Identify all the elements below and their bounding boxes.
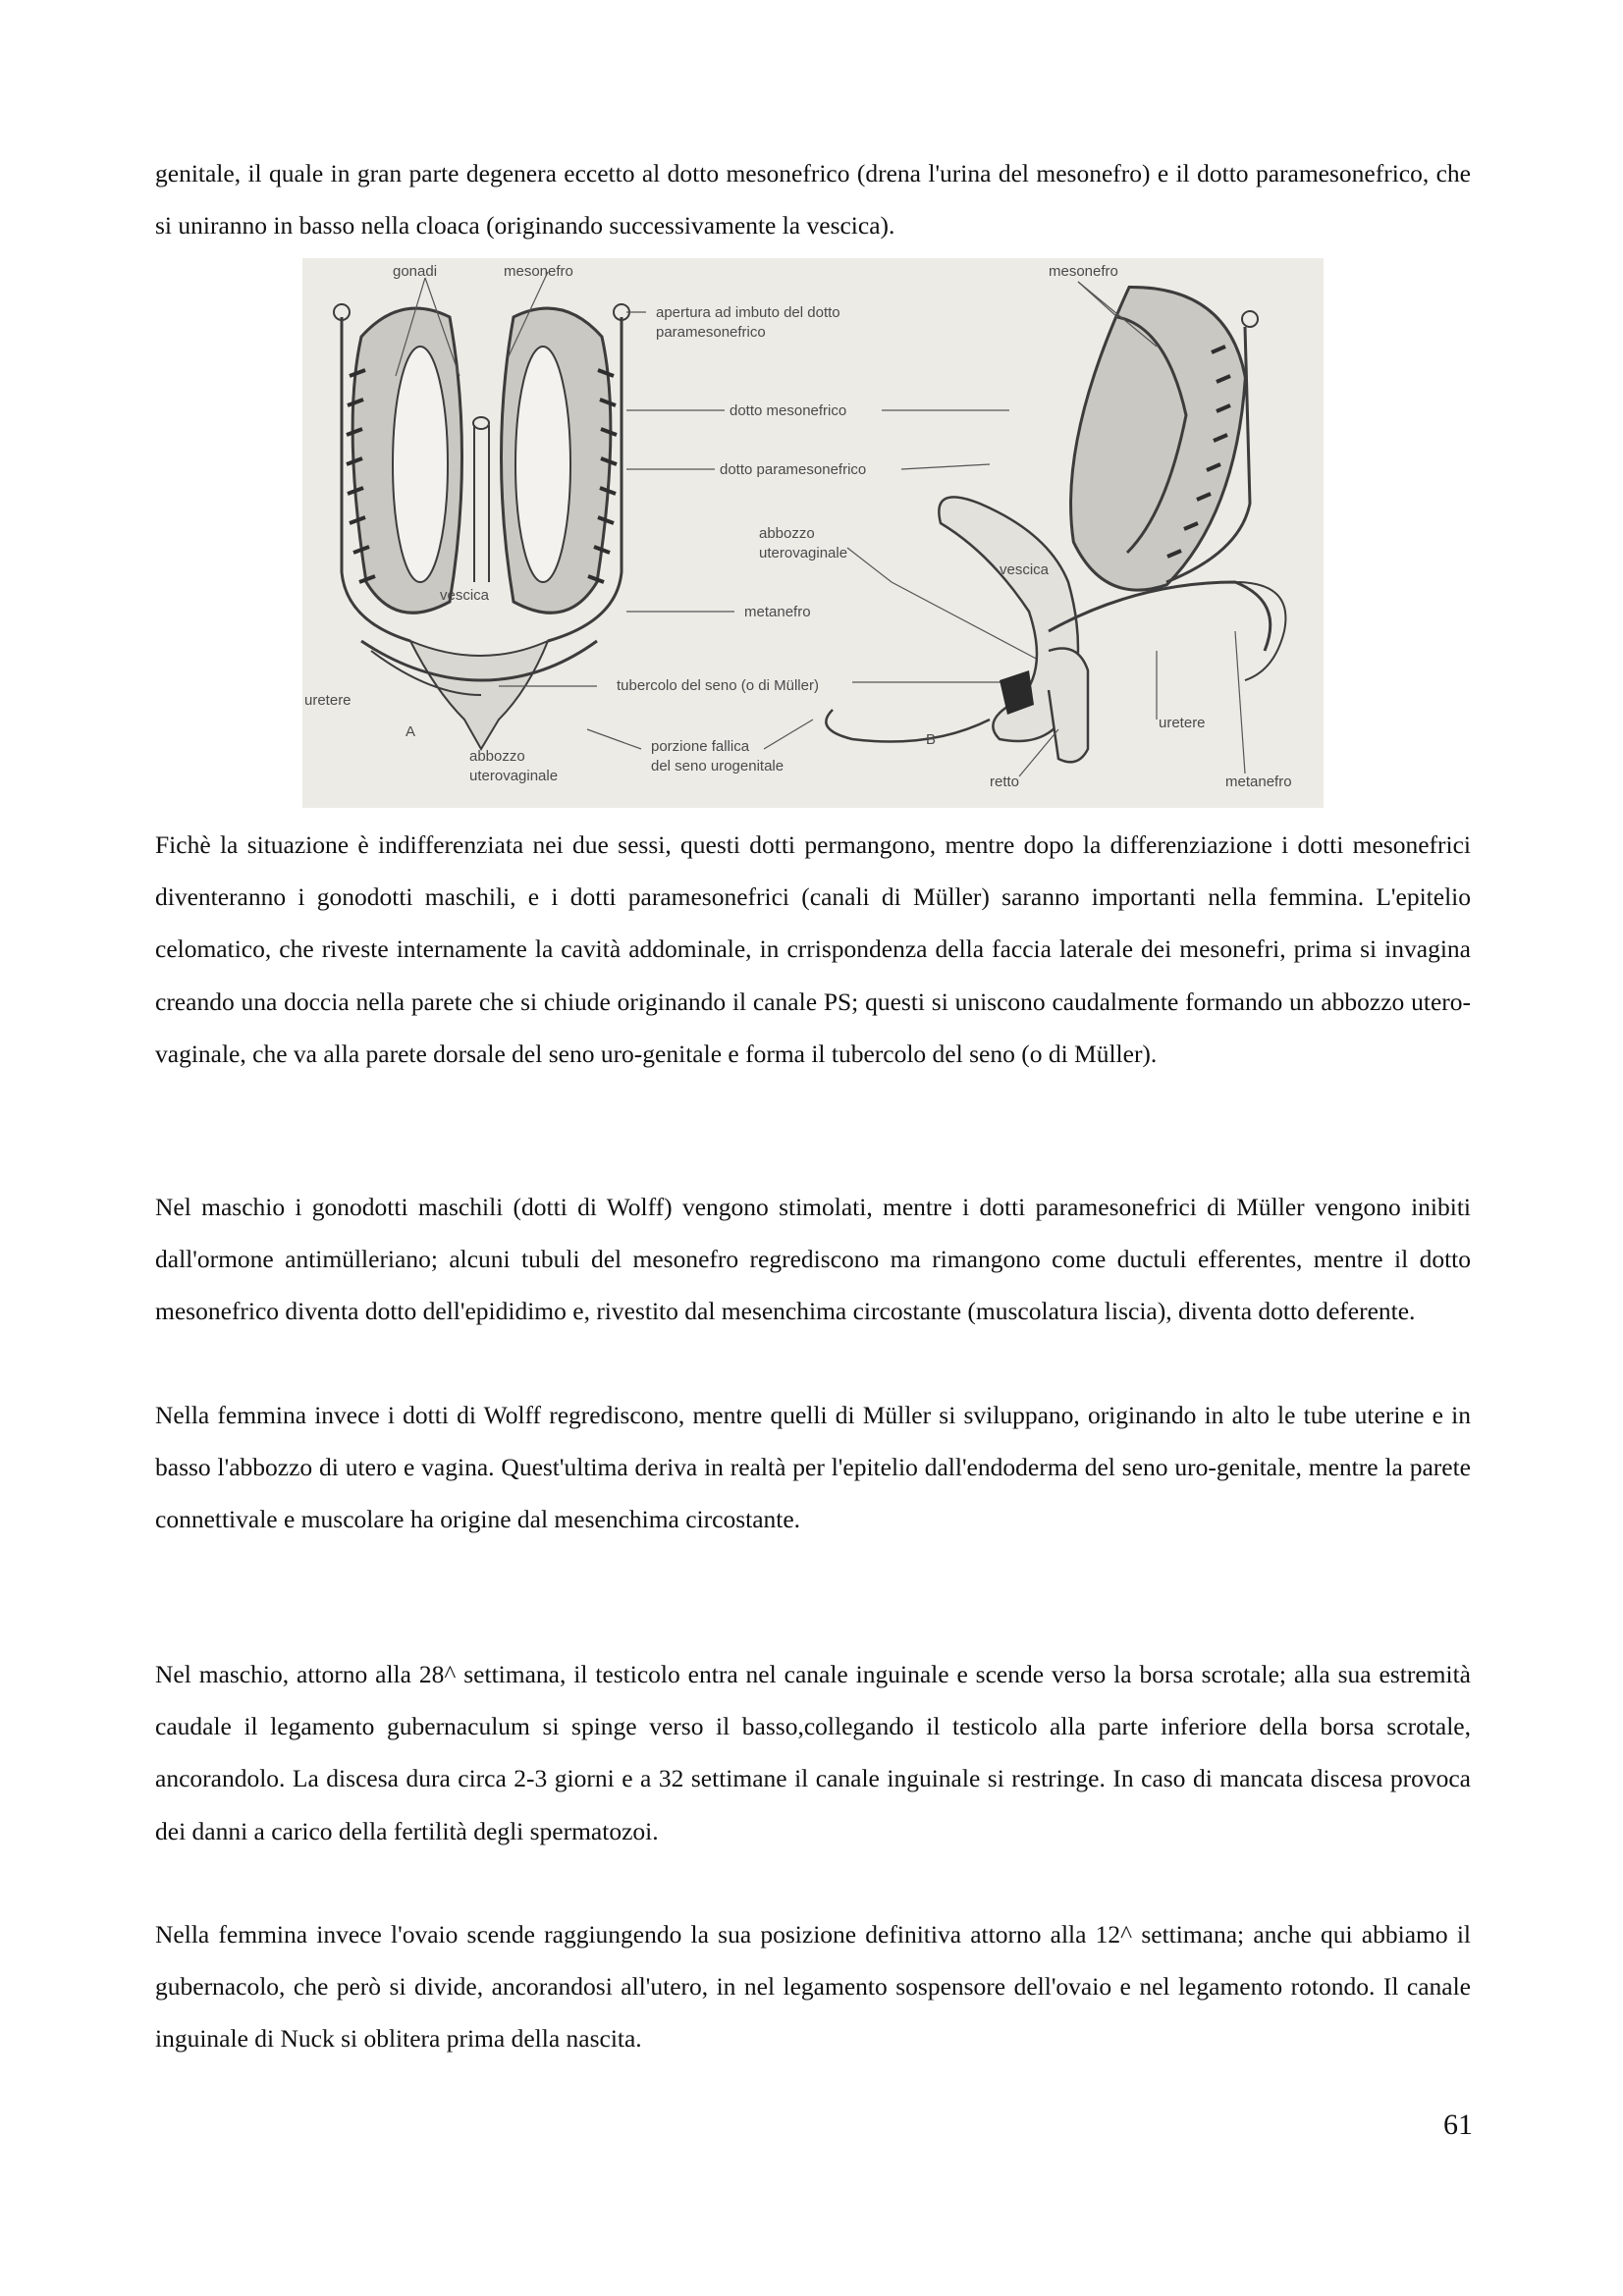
paragraph-intro: genitale, il quale in gran parte degenera eccetto al dotto mesonefrico (drena l'urina del mesonefro) e il dotto paramesonefrico, che si uniranno in basso nella cloaca (originando successivamente la vescica). — [155, 159, 1471, 240]
label-gonadi: gonadi — [393, 263, 438, 280]
label-letter-b: B — [926, 731, 937, 748]
label-dotto-paramesonefrico: dotto paramesonefrico — [720, 461, 867, 478]
label-vescica-a: vescica — [440, 587, 490, 604]
label-letter-a: A — [406, 723, 416, 740]
label-uretere-a: uretere — [304, 692, 352, 709]
paragraph-femmina-wolff: Nella femmina invece i dotti di Wolff regrediscono, mentre quelli di Müller si sviluppano, originando in alto le tube uterine e in basso l'abbozzo di utero e vagina. Quest'ultima deriva in realtà per l'epitelio dall'endoderma del seno uro-genitale, mentre la parete connettivale e muscolare ha origine dal mesenchima circostante. — [155, 1401, 1471, 1534]
label-porzione-1: porzione fallica — [651, 738, 750, 755]
paragraph-femmina-ovaio: Nella femmina invece l'ovaio scende raggiungendo la sua posizione definitiva attorno alla 12^ settimana; anche qui abbiamo il gubernacolo, che però si divide, ancorandosi all'utero, in nel legamento sospensore dell'ovaio e nel legamento rotondo. Il canale inguinale di Nuck si oblitera prima della nascita. — [155, 1920, 1471, 2054]
label-porzione-2: del seno urogenitale — [651, 758, 784, 774]
embryology-figure — [302, 258, 1324, 808]
label-apertura-2: paramesonefrico — [656, 324, 766, 341]
label-metanefro-a: metanefro — [744, 604, 811, 620]
label-abbozzo-uv-2: uterovaginale — [759, 545, 848, 561]
label-dotto-mesonefrico: dotto mesonefrico — [730, 402, 847, 419]
figure-illustration — [302, 258, 1324, 808]
label-apertura-1: apertura ad imbuto del dotto — [656, 304, 840, 321]
label-vescica-b: vescica — [1000, 561, 1050, 578]
paragraph-maschio-gonodotti: Nel maschio i gonodotti maschili (dotti di Wolff) vengono stimolati, mentre i dotti paramesonefrici di Müller vengono inibiti dall'ormone antimülleriano; alcuni tubuli del mesonefro regrediscono ma rimangono come ductuli efferentes, mentre il dotto mesonefrico diventa dotto dell'epididimo e, rivestito dal mesenchima circostante (muscolatura liscia), diventa dotto deferente. — [155, 1193, 1471, 1326]
label-abbozzo-b-2: uterovaginale — [469, 768, 559, 784]
label-abbozzo-uv-1: abbozzo — [759, 525, 815, 542]
label-mesonefro-b: mesonefro — [1049, 263, 1118, 280]
label-tubercolo: tubercolo del seno (o di Müller) — [617, 677, 819, 694]
page-number: 61 — [1443, 2109, 1473, 2141]
label-metanefro-b: metanefro — [1225, 774, 1292, 790]
label-mesonefro-a: mesonefro — [504, 263, 573, 280]
label-uretere-b: uretere — [1159, 715, 1206, 731]
label-retto: retto — [990, 774, 1020, 790]
label-abbozzo-b-1: abbozzo — [469, 748, 525, 765]
paragraph-maschio-testicolo: Nel maschio, attorno alla 28^ settimana, il testicolo entra nel canale inguinale e scende verso la borsa scrotale; alla sua estremità caudale il legamento gubernaculum si spinge verso il basso,collegando il testicolo alla parte inferiore della borsa scrotale, ancorandolo. La discesa dura circa 2-3 giorni e a 32 settimane il canale inguinale si restringe. In caso di mancata discesa provoca dei danni a carico della fertilità degli spermatozoi. — [155, 1660, 1471, 1845]
paragraph-indifferenziata: Fichè la situazione è indifferenziata nei due sessi, questi dotti permangono, mentre dopo la differenziazione i dotti mesonefrici diventeranno i gonodotti maschili, e i dotti paramesonefrici (canali di Müller) saranno importanti nella femmina. L'epitelio celomatico, che riveste internamente la cavità addominale, in crrispondenza della faccia laterale dei mesonefri, prima si invagina creando una doccia nella parete che si chiude originando il canale PS; questi si uniscono caudalmente formando un abbozzo utero-vaginale, che va alla parete dorsale del seno uro-genitale e forma il tubercolo del seno (o di Müller). — [155, 830, 1471, 1068]
